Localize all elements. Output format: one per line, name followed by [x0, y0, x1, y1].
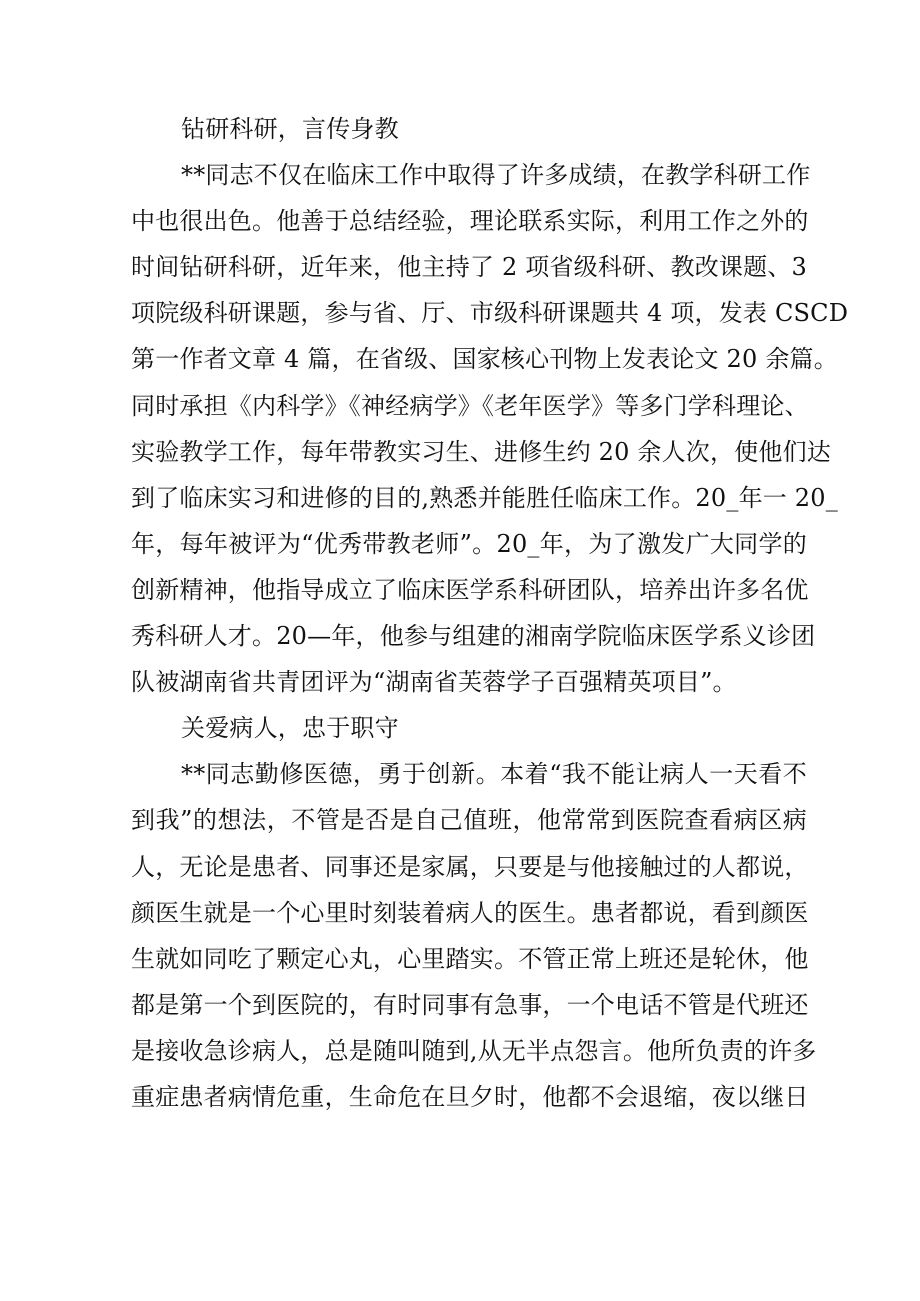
section-heading-patient-care: 关爱病人，忠于职守	[181, 714, 399, 743]
paragraph-line: 时间钻研科研，近年来，他主持了 2 项省级科研、教改课题、3	[131, 253, 807, 282]
document-body	[131, 106, 849, 1120]
paragraph-line: 第一作者文章 4 篇，在省级、国家核心刊物上发表论文 20 余篇。	[131, 345, 838, 374]
paragraph-line: 到了临床实习和进修的目的,熟悉并能胜任临床工作。20_年一 20_	[131, 483, 838, 512]
section-heading-research: 钻研科研，言传身教	[181, 115, 399, 143]
paragraph-line: **同志不仅在临床工作中取得了许多成绩，在教学科研工作	[181, 161, 811, 190]
paragraph-line: 生就如同吃了颗定心丸，心里踏实。不管正常上班还是轮休，他	[131, 944, 809, 973]
paragraph-line: 到我”的想法，不管是否是自己值班，他常常到医院查看病区病	[131, 806, 807, 835]
paragraph-line: 年，每年被评为“优秀带教老师”。20_年，为了激发广大同学的	[131, 529, 807, 558]
paragraph-line: 重症患者病情危重，生命危在旦夕时，他都不会退缩，夜以继日	[131, 1082, 809, 1111]
paragraph-line: 实验教学工作，每年带教实习生、进修生约 20 余人次，使他们达	[131, 437, 831, 466]
paragraph-line: 颜医生就是一个心里时刻装着病人的医生。患者都说，看到颜医	[131, 898, 809, 927]
paragraph-research	[131, 152, 849, 705]
paragraph-line: **同志勤修医德，勇于创新。本着“我不能让病人一天看不	[181, 760, 807, 789]
paragraph-line: 创新精神，他指导成立了临床医学系科研团队，培养出许多名优	[131, 575, 809, 604]
paragraph-line: 中也很出色。他善于总结经验，理论联系实际，利用工作之外的	[131, 207, 809, 236]
paragraph-line: 是接收急诊病人，总是随叫随到,从无半点怨言。他所负责的许多	[131, 1036, 817, 1065]
paragraph-patient-care	[131, 751, 817, 1120]
paragraph-line: 秀科研人才。20—年，他参与组建的湘南学院临床医学系义诊团	[131, 622, 816, 651]
paragraph-line: 同时承担《内科学》《神经病学》《老年医学》等多门学科理论、	[131, 391, 809, 420]
paragraph-line: 队被湖南省共青团评为“湖南省芙蓉学子百强精英项目”。	[131, 668, 737, 697]
paragraph-line: 人，无论是患者、同事还是家属，只要是与他接触过的人都说，	[131, 852, 809, 881]
paragraph-line: 项院级科研课题，参与省、厅、市级科研课题共 4 项，发表 CSCD	[131, 299, 849, 328]
paragraph-line: 都是第一个到医院的，有时同事有急事，一个电话不管是代班还	[131, 990, 809, 1019]
